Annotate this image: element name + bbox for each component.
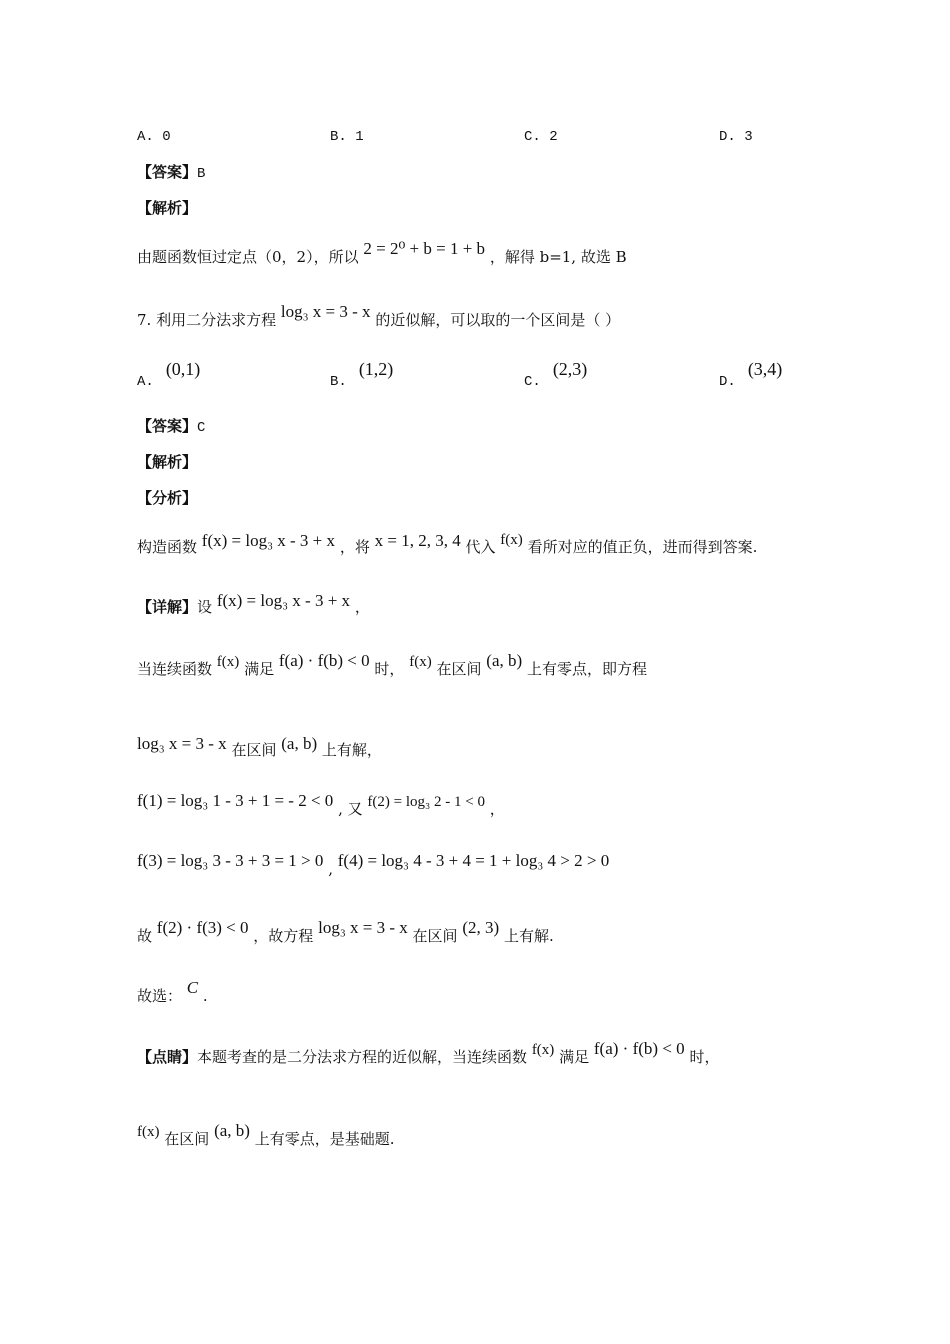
q7-detail-line4: f(1) = log₃ 1 - 3 + 1 = - 2 < 0 , 又 f(2) = log₃ 2 - 1 < 0 ， [137, 791, 505, 818]
q7-detail-line7: 故选： C . [137, 978, 208, 1005]
q7-comment-line1: 【点睛】本题考查的是二分法求方程的近似解，当连续函数 f(x) 满足 f(a) · f(b) < 0 时， [137, 1039, 720, 1066]
q6-option-b: B. 1 [330, 129, 364, 145]
q7-fenxi-text: 构造函数 f(x) = log₃ x - 3 + x ，将 x = 1, 2, 3, 4 代入 f(x) 看所对应的值正负，进而得到答案. [137, 531, 758, 556]
q6-option-c: C. 2 [524, 129, 558, 145]
q6-analysis-text: 由题函数恒过定点（0，2），所以 2 = 2⁰ + b = 1 + b ，解得 b=1, 故选 B [137, 239, 627, 266]
q7-detail-line1: 【详解】设 f(x) = log₃ x - 3 + x ， [137, 591, 370, 616]
q7-equation: log₃ x = 3 - x [280, 302, 371, 321]
q6-answer: 【答案】B [137, 163, 206, 182]
q6-option-d: D. 3 [719, 129, 753, 145]
q7-option-b: B.(1,2) [330, 359, 394, 390]
q7-answer: 【答案】C [137, 417, 206, 436]
q7-fenxi-label: 【分析】 [137, 489, 198, 507]
q7-detail-line3: log₃ x = 3 - x 在区间 (a, b) 上有解， [137, 734, 382, 759]
q7-option-d: D.(3,4) [719, 359, 783, 390]
q6-equation: 2 = 2⁰ + b = 1 + b [363, 239, 486, 258]
q7-option-a: A.(0,1) [137, 359, 201, 390]
q7-option-c: C.(2,3) [524, 359, 588, 390]
q7-comment-line2: f(x) 在区间 (a, b) 上有零点，是基础题. [137, 1121, 395, 1148]
q6-analysis-label: 【解析】 [137, 199, 198, 217]
q7-detail-line5: f(3) = log₃ 3 - 3 + 3 = 1 > 0 , f(4) = log₃ 4 - 3 + 4 = 1 + log₃ 4 > 2 > 0 [137, 851, 610, 878]
q7-detail-line6: 故 f(2) · f(3) < 0 ，故方程 log₃ x = 3 - x 在区间 (2, 3) 上有解. [137, 918, 554, 945]
q7-detail-line2: 当连续函数 f(x) 满足 f(a) · f(b) < 0 时， f(x) 在区间 (a, b) 上有零点，即方程 [137, 651, 647, 678]
q7-stem: 7. 利用二分法求方程 log₃ x = 3 - x 的近似解，可以取的一个区间是（ ） [137, 302, 621, 329]
q7-analysis-label: 【解析】 [137, 453, 198, 471]
q6-option-a: A. 0 [137, 129, 171, 145]
